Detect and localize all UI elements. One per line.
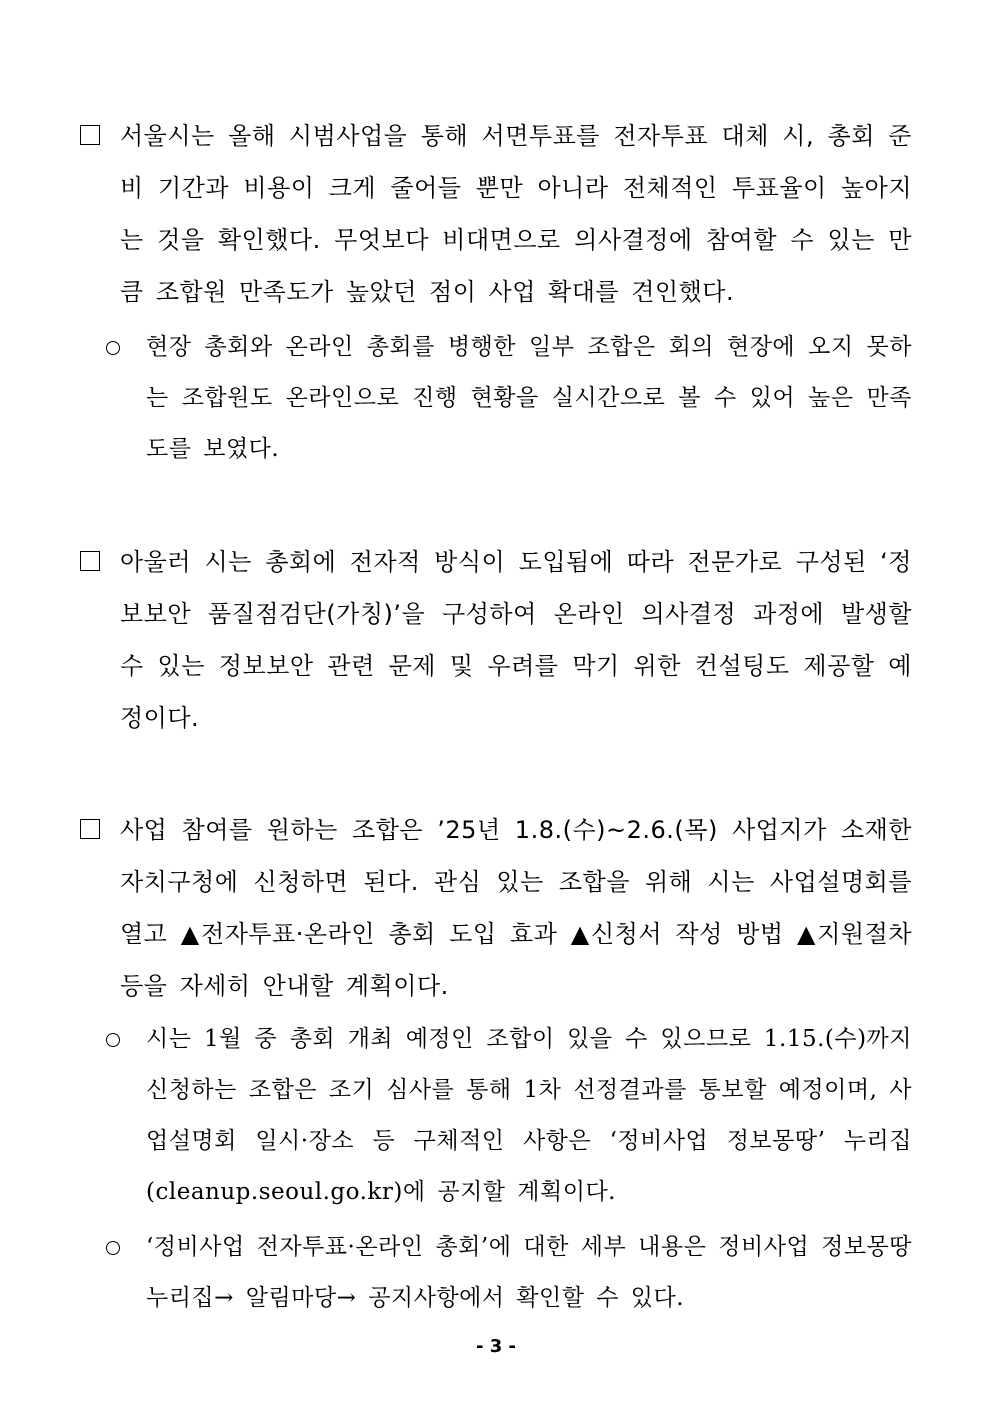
paragraph-text: 아울러 시는 총회에 전자적 방식이 도입됨에 따라 전문가로 구성된 ‘정보보안 품질점검단(가칭)’을 구성하여 온라인 의사결정 과정에 발생할 수 있는 정보보안 관련 문제 및 우려를 막기 위한 컨설팅도 제공할 예정이다. [120, 548, 912, 732]
paragraph-text: 사업 참여를 원하는 조합은 ’25년 1.8.(수)~2.6.(목) 사업지가 소재한 자치구청에 신청하면 된다. 관심 있는 조합을 위해 시는 사업설명회를 열고 ▲전자투표·온라인 총회 도입 효과 ▲신청서 작성 방법 ▲지원절차 등을 자세히 안내할 계획이다. [120, 816, 912, 1000]
circle-bullet-icon [106, 1014, 126, 1052]
sub-item-text: ‘정비사업 전자투표·온라인 총회’에 대한 세부 내용은 정비사업 정보몽땅 누리집→ 알림마당→ 공지사항에서 확인할 수 있다. [146, 1234, 912, 1311]
paragraph-text: 서울시는 올해 시범사업을 통해 서면투표를 전자투표 대체 시, 총회 준비 기간과 비용이 크게 줄어들 뿐만 아니라 전체적인 투표율이 높아지는 것을 확인했다. 무엇보다 비대면으로 의사결정에 참여할 수 있는 만큼 조합원 만족도가 높았던 점이 사업 확대를 견인했다. [120, 122, 912, 306]
sub-item-text: 시는 1월 중 총회 개최 예정인 조합이 있을 수 있으므로 1.15.(수)까지 신청하는 조합은 조기 심사를 통해 1차 선정결과를 통보할 예정이며, 사업설명회 일시·장소 등 구체적인 사항은 ‘정비사업 정보몽땅’ 누리집(cleanup.seoul.go.kr)에 공지할 계획이다. [146, 1026, 912, 1205]
page-number: - 3 - [476, 1336, 516, 1357]
square-bullet-icon [80, 110, 102, 163]
circle-bullet-icon [106, 1222, 126, 1260]
sub-item-text: 현장 총회와 온라인 총회를 병행한 일부 조합은 회의 현장에 오지 못하는 조합원도 온라인으로 진행 현황을 실시간으로 볼 수 있어 높은 만족도를 보였다. [146, 334, 912, 462]
sub-item-early-review [106, 1014, 912, 1218]
paragraph-security-team [80, 536, 912, 744]
sub-item-hybrid-meeting [106, 322, 912, 475]
sub-item-details-location [106, 1222, 912, 1324]
circle-bullet-icon [106, 322, 126, 360]
paragraph-performance [80, 110, 912, 318]
paragraph-application [80, 804, 912, 1012]
square-bullet-icon [80, 804, 102, 857]
square-bullet-icon [80, 536, 102, 589]
